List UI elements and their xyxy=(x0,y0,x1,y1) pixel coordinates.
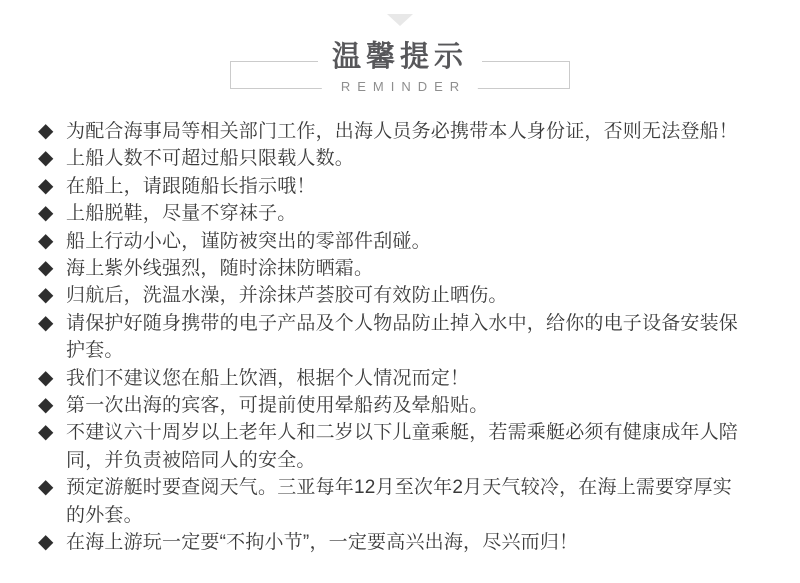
notice-text: 为配合海事局等相关部门工作，出海人员务必携带本人身份证，否则无法登船！ xyxy=(66,121,739,142)
list-item xyxy=(38,474,800,529)
list-item xyxy=(38,173,800,200)
notice-text: 不建议六十周岁以上老年人和二岁以下儿童乘艇，若需乘艇必须有健康成年人陪同，并负责被陪同人的安全。 xyxy=(66,422,739,471)
list-item xyxy=(38,145,800,172)
triangle-down-icon xyxy=(387,14,413,26)
list-item xyxy=(38,118,800,145)
list-item xyxy=(38,255,800,282)
notice-list xyxy=(0,116,800,557)
diamond-bullet-icon: ◆ xyxy=(38,284,54,307)
notice-text: 预定游艇时要查阅天气。三亚每年12月至次年2月天气较冷，在海上需要穿厚实的外套。 xyxy=(66,477,732,526)
page-subtitle: REMINDER xyxy=(322,79,478,95)
list-item xyxy=(38,310,800,365)
list-item xyxy=(38,200,800,227)
notice-text: 上船人数不可超过船只限载人数。 xyxy=(66,148,355,170)
diamond-bullet-icon: ◆ xyxy=(38,147,54,170)
list-item xyxy=(38,282,800,309)
list-item xyxy=(38,392,800,419)
notice-text: 我们不建议您在船上饮酒，根据个人情况而定！ xyxy=(66,367,470,389)
notice-text: 上船脱鞋，尽量不穿袜子。 xyxy=(66,203,297,225)
notice-text: 请保护好随身携带的电子产品及个人物品防止掉入水中，给你的电子设备安装保护套。 xyxy=(66,312,739,362)
list-item xyxy=(38,529,800,556)
diamond-bullet-icon: ◆ xyxy=(38,394,54,417)
notice-text: 第一次出海的宾客，可提前使用晕船药及晕船贴。 xyxy=(66,395,489,417)
diamond-bullet-icon: ◆ xyxy=(38,202,54,225)
list-item xyxy=(38,228,800,255)
notice-text: 在海上游玩一定要“不拘小节”，一定要高兴出海，尽兴而归！ xyxy=(66,532,579,554)
notice-text: 归航后，洗温水澡，并涂抹芦荟胶可有效防止晒伤。 xyxy=(66,285,508,307)
diamond-bullet-icon: ◆ xyxy=(38,174,54,197)
list-item xyxy=(38,365,800,392)
notice-text: 海上紫外线强烈，随时涂抹防晒霜。 xyxy=(66,258,374,280)
diamond-bullet-icon: ◆ xyxy=(38,229,54,252)
reminder-header xyxy=(0,0,800,116)
list-item xyxy=(38,419,800,474)
notice-text: 在船上，请跟随船长指示哦！ xyxy=(66,175,316,197)
diamond-bullet-icon: ◆ xyxy=(38,421,54,444)
diamond-bullet-icon: ◆ xyxy=(38,531,54,554)
diamond-bullet-icon: ◆ xyxy=(38,311,54,334)
notice-text: 船上行动小心，谨防被突出的零部件刮碰。 xyxy=(66,230,431,252)
page-title: 温馨提示 xyxy=(318,41,482,74)
diamond-bullet-icon: ◆ xyxy=(38,257,54,280)
diamond-bullet-icon: ◆ xyxy=(38,366,54,389)
diamond-bullet-icon: ◆ xyxy=(38,476,54,499)
diamond-bullet-icon: ◆ xyxy=(38,120,54,142)
